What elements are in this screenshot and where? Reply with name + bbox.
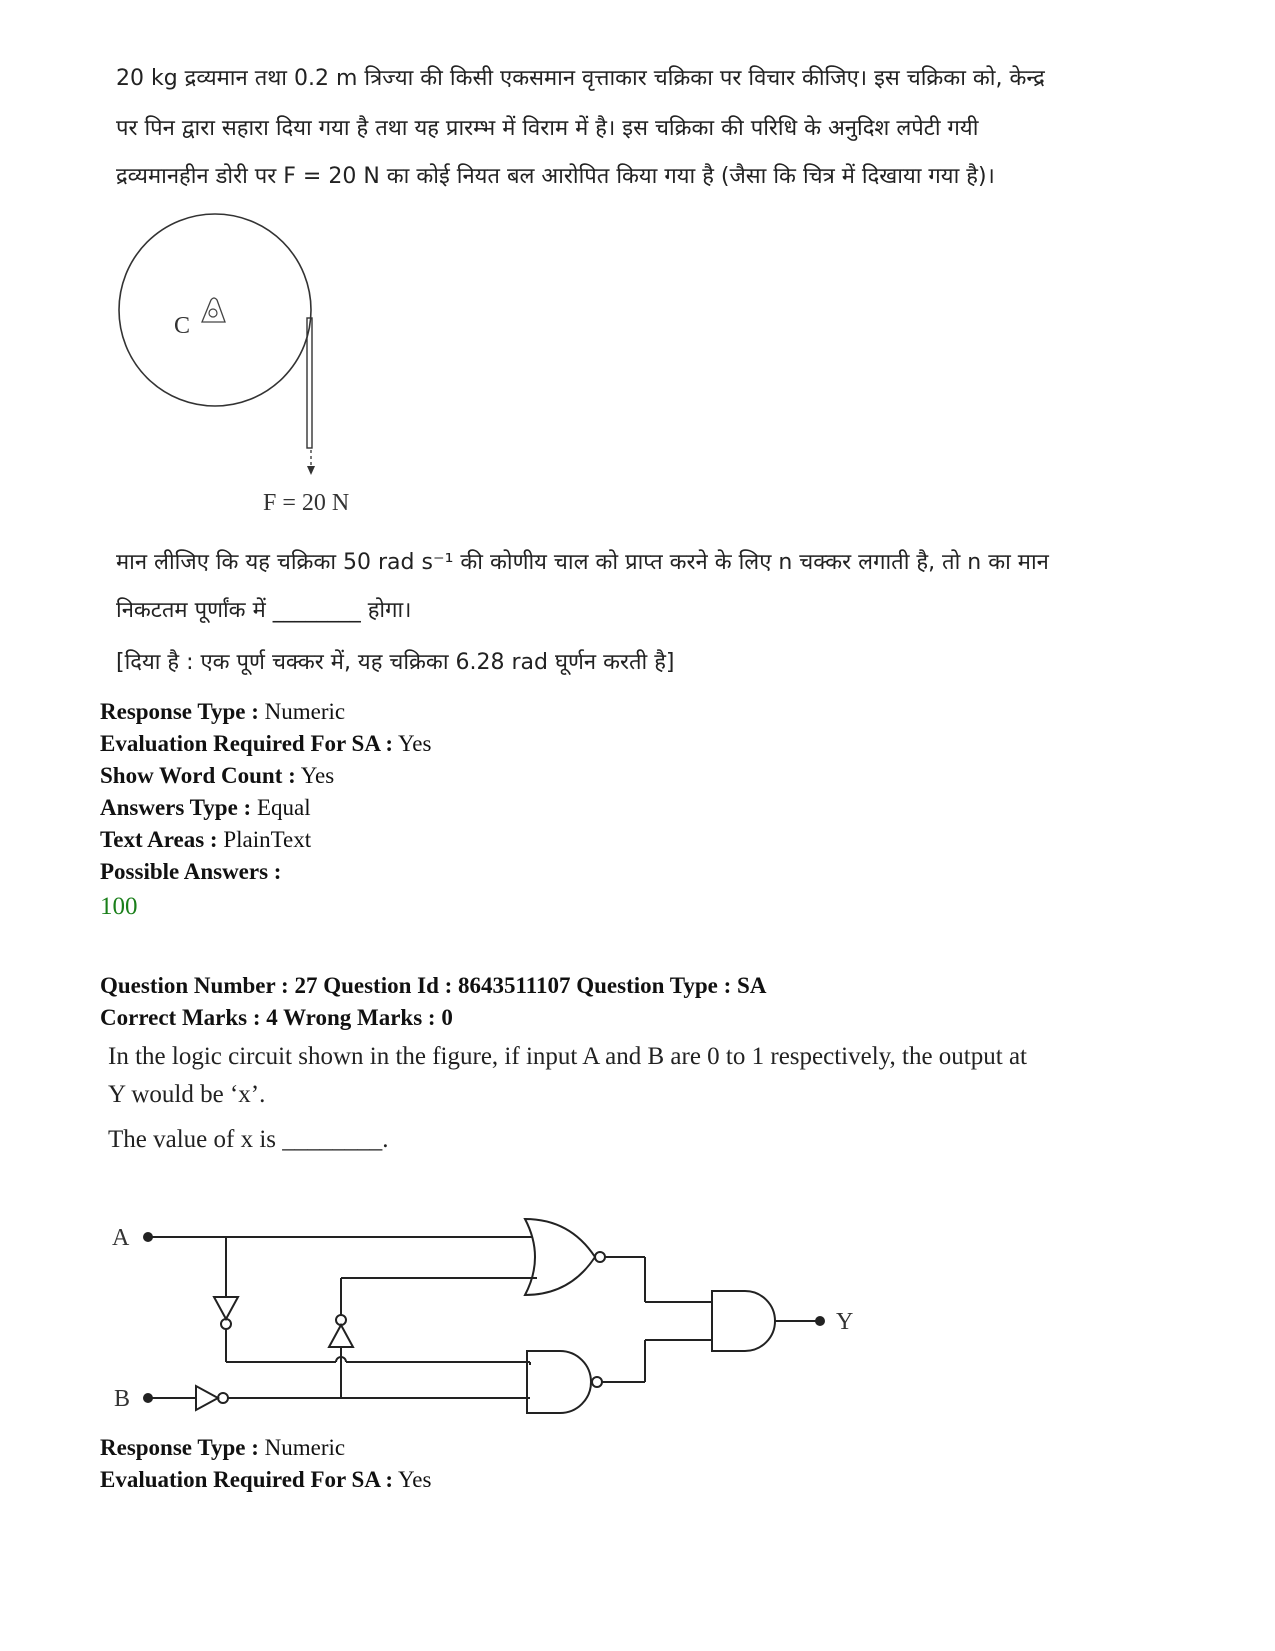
q27-text-line-1: In the logic circuit shown in the figure, if input A and B are 0 to 1 respectively, the output at bbox=[108, 1043, 1027, 1070]
force-label: F = 20 N bbox=[263, 490, 350, 516]
q27-text-line-2: Y would be ‘x’. bbox=[108, 1081, 266, 1108]
q27-text-line-3: The value of x is ________. bbox=[108, 1126, 389, 1153]
output-y-terminal bbox=[815, 1316, 825, 1326]
and-gate-output bbox=[712, 1291, 775, 1351]
q26-text-line-6: [दिया है : एक पूर्ण चक्कर में, यह चक्रिका 6.28 rad घूर्णन करती है] bbox=[116, 650, 675, 675]
output-y-label: Y bbox=[836, 1309, 854, 1335]
inverter-b-icon bbox=[196, 1386, 218, 1410]
q27-meta-list bbox=[100, 1432, 431, 1496]
input-a-terminal bbox=[143, 1232, 153, 1242]
nand-gate-bottom bbox=[527, 1351, 591, 1413]
meta-row: Possible Answers : bbox=[100, 859, 282, 884]
q27-header-line-2: Correct Marks : 4 Wrong Marks : 0 bbox=[100, 1005, 453, 1030]
meta-row: Text Areas : PlainText bbox=[100, 827, 312, 852]
input-b-label: B bbox=[114, 1386, 131, 1412]
meta-row: Evaluation Required For SA : Yes bbox=[100, 731, 432, 756]
possible-answer: 100 bbox=[100, 893, 138, 920]
pin-icon bbox=[202, 298, 225, 322]
meta-row: Evaluation Required For SA : Yes bbox=[100, 1467, 432, 1492]
nor-gate bbox=[525, 1219, 595, 1295]
disc-figure bbox=[100, 210, 400, 530]
q26-text-line-2: पर पिन द्वारा सहारा दिया गया है तथा यह प्रारम्भ में विराम में है। इस चक्रिका की परिधि के अनुदिश लपेटी गयी bbox=[116, 116, 979, 141]
q26-text-line-4: मान लीजिए कि यह चक्रिका 50 rad s⁻¹ की कोणीय चाल को प्राप्त करने के लिए n चक्कर लगाती है, तो n का मान bbox=[116, 550, 1049, 575]
force-arrow-icon bbox=[307, 466, 315, 475]
meta-row: Response Type : Numeric bbox=[100, 1435, 346, 1460]
input-b-terminal bbox=[143, 1393, 153, 1403]
center-label: C bbox=[174, 313, 191, 339]
meta-row: Answers Type : Equal bbox=[100, 795, 311, 820]
meta-row: Response Type : Numeric bbox=[100, 699, 346, 724]
inverter-a-icon bbox=[214, 1297, 238, 1319]
meta-row: Show Word Count : Yes bbox=[100, 763, 335, 788]
q26-text-line-3: द्रव्यमानहीन डोरी पर F = 20 N का कोई नियत बल आरोपित किया गया है (जैसा कि चित्र में दिखाया गया है)। bbox=[116, 164, 995, 189]
logic-circuit bbox=[100, 1205, 880, 1425]
q26-text-line-1: 20 kg द्रव्यमान तथा 0.2 m त्रिज्या की किसी एकसमान वृत्ताकार चक्रिका पर विचार कीजिए। इस चक्रिका को, केन्द्र bbox=[116, 66, 1045, 91]
q26-meta-list bbox=[100, 696, 431, 888]
input-a-label: A bbox=[112, 1225, 130, 1251]
inverter-c-icon bbox=[329, 1325, 353, 1347]
q27-header-line-1: Question Number : 27 Question Id : 8643511107 Question Type : SA bbox=[100, 973, 767, 998]
q26-text-line-5: निकटतम पूर्णांक में ________ होगा। bbox=[116, 598, 412, 623]
q27-header bbox=[100, 970, 766, 1034]
